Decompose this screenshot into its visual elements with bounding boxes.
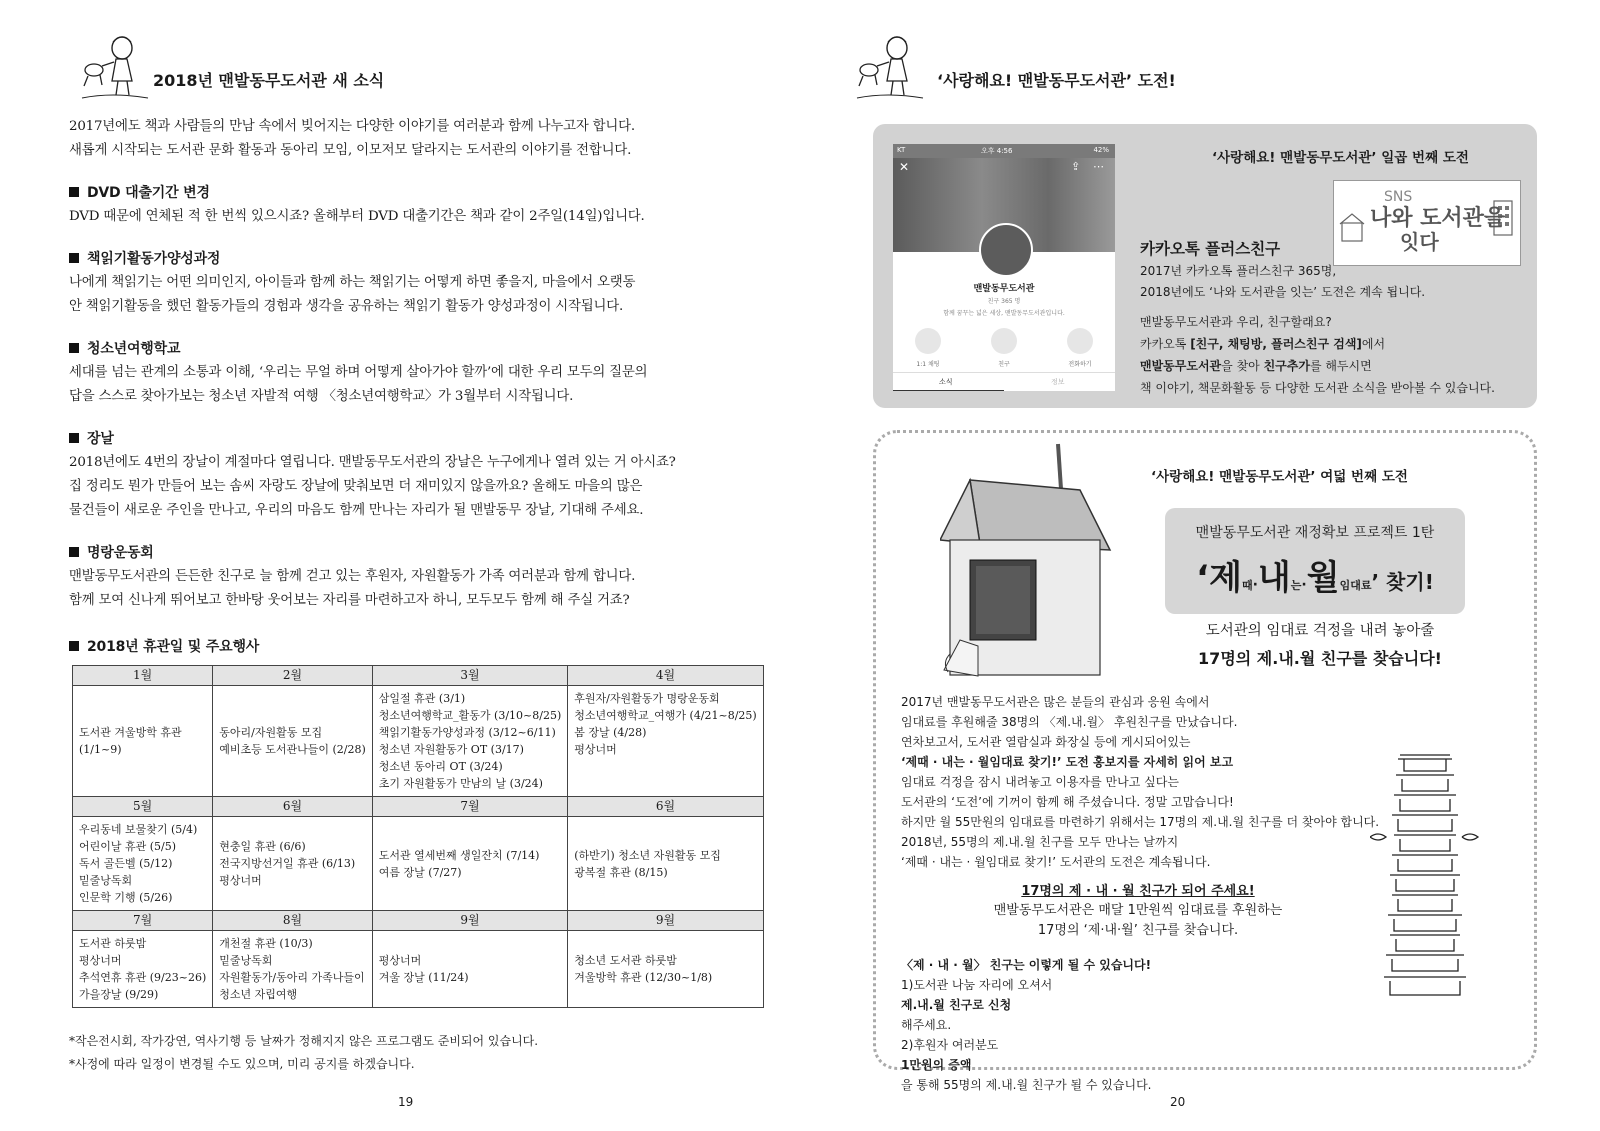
- kakao-stat: 2017년 카카오톡 플러스친구 365명,: [1140, 264, 1337, 278]
- cta: [938, 880, 1338, 941]
- square-bullet-icon: [69, 547, 79, 557]
- share-icon[interactable]: ⇪: [1071, 160, 1081, 173]
- close-icon[interactable]: ✕: [899, 160, 910, 174]
- cta-line: 맨발동무도서관은 매달 1만원씩 임대료를 후원하는: [993, 903, 1283, 918]
- challenge8-title: ‘사랑해요! 맨발동무도서관’ 여덟 번째 도전: [1151, 469, 1408, 485]
- month-cell: 9월: [568, 911, 763, 931]
- friend-label: 친구: [998, 361, 1010, 368]
- intro-text: [69, 115, 739, 163]
- events-row: [73, 817, 764, 911]
- footnote: *작은전시회, 작가강연, 역사기행 등 날짜가 정해지지 않은 프로그램도 준비되어 있습니다.: [69, 1034, 539, 1048]
- slogan: ‘제때·내는·월임대료’ 찾기!: [1196, 558, 1434, 598]
- intro-line: 새롭게 시작되는 도서관 문화 활동과 동아리 모임, 이모저모 달라지는 도서관의 이야기를 전합니다.: [69, 143, 632, 158]
- profile-tabs: [893, 372, 1115, 391]
- profile-description: 함께 꿈꾸는 넓은 세상, 맨발동무도서관입니다.: [943, 310, 1065, 317]
- section-text: 물건들이 새로운 주인을 만나고, 우리의 마음도 함께 만나는 자리가 될 맨발동무 장날, 기대해 주세요.: [69, 503, 644, 518]
- events-cell: 현충일 휴관 (6/6) 전국지방선거일 휴관 (6/13) 평상너머: [213, 817, 373, 911]
- events-cell: 삼일절 휴관 (3/1) 청소년여행학교_활동가 (3/10~8/25) 책읽기활동가양성과정 (3/12~6/11) 청소년 자원활동가 OT (3/17) 청소년 동아리 OT (3/24) 초기 자원활동가 만남의 날 (3/24): [372, 686, 567, 797]
- challenge8-subtitle: 17명의 제.내.월 친구를 찾습니다!: [1198, 649, 1442, 668]
- square-bullet-icon: [69, 433, 79, 443]
- avatar: [979, 223, 1033, 277]
- month-header-row: [73, 911, 764, 931]
- section-heading: DVD 대출기간 변경: [69, 181, 739, 205]
- month-cell: 5월: [73, 797, 213, 817]
- cta-line: 17명의 ‘제·내·월’ 친구를 찾습니다.: [1037, 923, 1239, 938]
- schedule-table: [72, 665, 764, 1008]
- schedule-heading: 2018년 휴관일 및 주요행사: [69, 635, 739, 659]
- month-cell: 7월: [73, 911, 213, 931]
- profile-name: 맨발동무도서관: [973, 284, 1035, 294]
- section-text: 2018년에도 4번의 장날이 계절마다 열립니다. 맨발동무도서관의 장날은 누구에게나 열려 있는 거 아시죠?: [69, 455, 676, 470]
- events-cell: 평상너머 겨울 장날 (11/24): [372, 931, 567, 1008]
- kakao-phone-screenshot: [893, 144, 1115, 391]
- section-heading: 책읽기활동가양성과정: [69, 247, 739, 271]
- month-cell: 4월: [568, 666, 763, 686]
- section-text: 안 책읽기활동을 했던 활동가들의 경험과 생각을 공유하는 책읽기 활동가 양성과정이 시작됩니다.: [69, 299, 624, 314]
- events-cell: 우리동네 보물찾기 (5/4) 어린이날 휴관 (5/5) 독서 골든벨 (5/12) 밑줄낭독회 인문학 기행 (5/26): [73, 817, 213, 911]
- carrier-label: KT: [897, 146, 906, 154]
- pagoda-illustration: [1370, 745, 1480, 1015]
- intro-line: 2017년에도 책과 사람들의 만남 속에서 빚어지는 다양한 이야기를 여러분과 함께 나누고자 합니다.: [69, 119, 635, 134]
- events-cell: 도서관 겨울방학 휴관 (1/1~9): [73, 686, 213, 797]
- kakao-challenge-title: ‘사랑해요! 맨발동무도서관’ 일곱 번째 도전: [1212, 150, 1469, 166]
- events-cell: 도서관 하룻밤 평상너머 추석연휴 휴관 (9/23~26) 가을장날 (9/29): [73, 931, 213, 1008]
- kakao-guide: 맨발동무도서관과 우리, 친구할래요?: [1140, 315, 1332, 329]
- challenge8-subtitle: 도서관의 임대료 걱정을 내려 놓아줄: [1205, 623, 1435, 639]
- sns-text: 잇다: [1400, 230, 1439, 254]
- events-cell: 동아리/자원활동 모집 예비초등 도서관나들이 (2/28): [213, 686, 373, 797]
- clock-label: 오후 4:56: [981, 147, 1013, 155]
- footnote: *사정에 따라 일정이 변경될 수도 있으며, 미리 공지를 하겠습니다.: [69, 1057, 415, 1071]
- more-icon[interactable]: ⋯: [1093, 160, 1104, 173]
- chat-icon[interactable]: [915, 328, 941, 354]
- battery-label: 42%: [1093, 146, 1109, 154]
- section-text: 집 정리도 뭔가 만들어 보는 솜씨 자랑도 장날에 맞춰보면 더 재미있지 않을까요? 올해도 마을의 많은: [69, 479, 643, 494]
- section-text: 세대를 넘는 관계의 소통과 이해, ‘우리는 무얼 하며 어떻게 살아가야 할까’에 대한 우리 모두의 질문의: [69, 365, 648, 380]
- section-text: 맨발동무도서관의 든든한 친구로 늘 함께 걷고 있는 후원자, 자원활동가 가족 여러분과 함께 합니다.: [69, 569, 636, 584]
- girl-with-dog-illustration: [855, 30, 925, 102]
- sns-logo-art: [1334, 181, 1520, 265]
- month-cell: 8월: [213, 911, 373, 931]
- page-title: 2018년 맨발동무도서관 새 소식: [153, 71, 385, 90]
- events-cell: 도서관 열세번째 생일잔치 (7/14) 여름 장날 (7/27): [372, 817, 567, 911]
- friend-count: 친구 365 명: [987, 298, 1021, 305]
- challenge8-paragraph: 2017년 맨발동무도서관은 많은 분들의 관심과 응원 속에서 임대료를 후원해줄 38명의 〈제.내.월〉 후원친구를 만났습니다. 연차보고서, 도서관 열람실과 화장실 등에 게시되어있는 ‘제때 · 내는 · 월임대료 찾기!’ 도전 홍보지를 자세히 읽어 보고 임대료 걱정을 잠시 내려놓고 이용자를 만나고 싶다는 도서관의 ‘도전’에 기꺼이 함께 해 주셨습니다. 정말 고맙습니다! 하지만 월 55만원의 임대료를 마련하기 위해서는 17명의 제.내.월 친구를 더 찾아야 합니다. 2018년, 55명의 제.내.월 친구를 모두 만나는 날까지 ‘제때 · 내는 · 월임대료 찾기!’ 도서관의 도전은 계속됩니다.: [901, 695, 1380, 869]
- tab-info[interactable]: 정보: [1051, 378, 1065, 386]
- howto: 〈제 · 내 · 월〉 친구는 이렇게 될 수 있습니다! 1)도서관 나눔 자리에 오셔서 제.내.월 친구로 신청 해주세요. 2)후원자 여러분도 1만원의 증액 을 통해 55명의 제.내.월 친구가 될 수 있습니다.: [901, 958, 1152, 1092]
- month-cell: 2월: [213, 666, 373, 686]
- events-cell: 후원자/자원활동가 명랑운동회 청소년여행학교_여행가 (4/21~8/25) 봄 장날 (4/28) 평상너머: [568, 686, 763, 797]
- kakao-stat: 2018년에도 ‘나와 도서관을 잇는’ 도전은 계속 됩니다.: [1140, 285, 1426, 299]
- month-cell: 1월: [73, 666, 213, 686]
- kakao-guide: 책 이야기, 책문화활동 등 다양한 도서관 소식을 받아볼 수 있습니다.: [1140, 381, 1495, 395]
- page-number: 20: [1170, 1095, 1186, 1109]
- square-bullet-icon: [69, 187, 79, 197]
- section-text: 나에게 책읽기는 어떤 의미인지, 아이들과 함께 하는 책읽기는 어떻게 하면 좋을지, 마을에서 오랫동: [69, 275, 636, 290]
- section-text: DVD 때문에 연체된 적 한 번씩 있으시죠? 올해부터 DVD 대출기간은 책과 같이 2주일(14일)입니다.: [69, 209, 645, 224]
- project-label: 맨발동무도서관 재정확보 프로젝트 1탄: [1195, 525, 1435, 541]
- page-title: ‘사랑해요! 맨발동무도서관’ 도전!: [937, 71, 1176, 90]
- sns-text: SNS: [1384, 189, 1413, 205]
- phone-icon[interactable]: [1067, 328, 1093, 354]
- month-cell: 6월: [213, 797, 373, 817]
- square-bullet-icon: [69, 253, 79, 263]
- section-heading: 청소년여행학교: [69, 337, 739, 361]
- month-header-row: [73, 797, 764, 817]
- section-heading: 장날: [69, 427, 739, 451]
- events-row: [73, 931, 764, 1008]
- girl-with-dog-illustration: [80, 30, 150, 102]
- call-label: 전화하기: [1068, 361, 1092, 368]
- sns-text: 나와 도서관을: [1370, 206, 1506, 231]
- project-banner: [1165, 508, 1465, 614]
- month-cell: 9월: [372, 911, 567, 931]
- events-cell: (하반기) 청소년 자원활동 모집 광복절 휴관 (8/15): [568, 817, 763, 911]
- tab-indicator: [893, 390, 1004, 391]
- add-friend-icon[interactable]: [991, 328, 1017, 354]
- status-bar: [893, 144, 1115, 158]
- square-bullet-icon: [69, 343, 79, 353]
- events-row: [73, 686, 764, 797]
- house-illustration: [940, 440, 1120, 680]
- month-header-row: [73, 666, 764, 686]
- month-cell: 6월: [568, 797, 763, 817]
- sns-logo: [1333, 180, 1521, 266]
- events-cell: 개천절 휴관 (10/3) 밑줄낭독회 자원활동가/동아리 가족나들이 청소년 자립여행: [213, 931, 373, 1008]
- kakao-guide: 맨발동무도서관을 찾아 친구추가를 해두시면: [1140, 359, 1372, 373]
- section-text: 함께 모여 신나게 뛰어보고 한바탕 웃어보는 자리를 마련하고자 하니, 모두모두 함께 해 주실 거죠?: [69, 593, 630, 608]
- kakao-guide: 카카오톡 [친구, 채팅방, 플러스친구 검색]에서: [1140, 337, 1386, 351]
- kakao-heading: 카카오톡 플러스친구: [1140, 240, 1281, 258]
- month-cell: 3월: [372, 666, 567, 686]
- section-heading: 명랑운동회: [69, 541, 739, 565]
- section-text: 답을 스스로 찾아가보는 청소년 자발적 여행 〈청소년여행학교〉가 3월부터 시작됩니다.: [69, 389, 574, 404]
- square-bullet-icon: [69, 641, 79, 651]
- tab-news[interactable]: 소식: [939, 378, 953, 386]
- news-sections: [69, 181, 739, 659]
- cta-title: 17명의 제 · 내 · 월 친구가 되어 주세요!: [1021, 884, 1255, 899]
- chat-label: 1:1 채팅: [916, 361, 940, 368]
- month-cell: 7월: [372, 797, 567, 817]
- page-number: 19: [398, 1095, 414, 1109]
- events-cell: 청소년 도서관 하룻밤 겨울방학 휴관 (12/30~1/8): [568, 931, 763, 1008]
